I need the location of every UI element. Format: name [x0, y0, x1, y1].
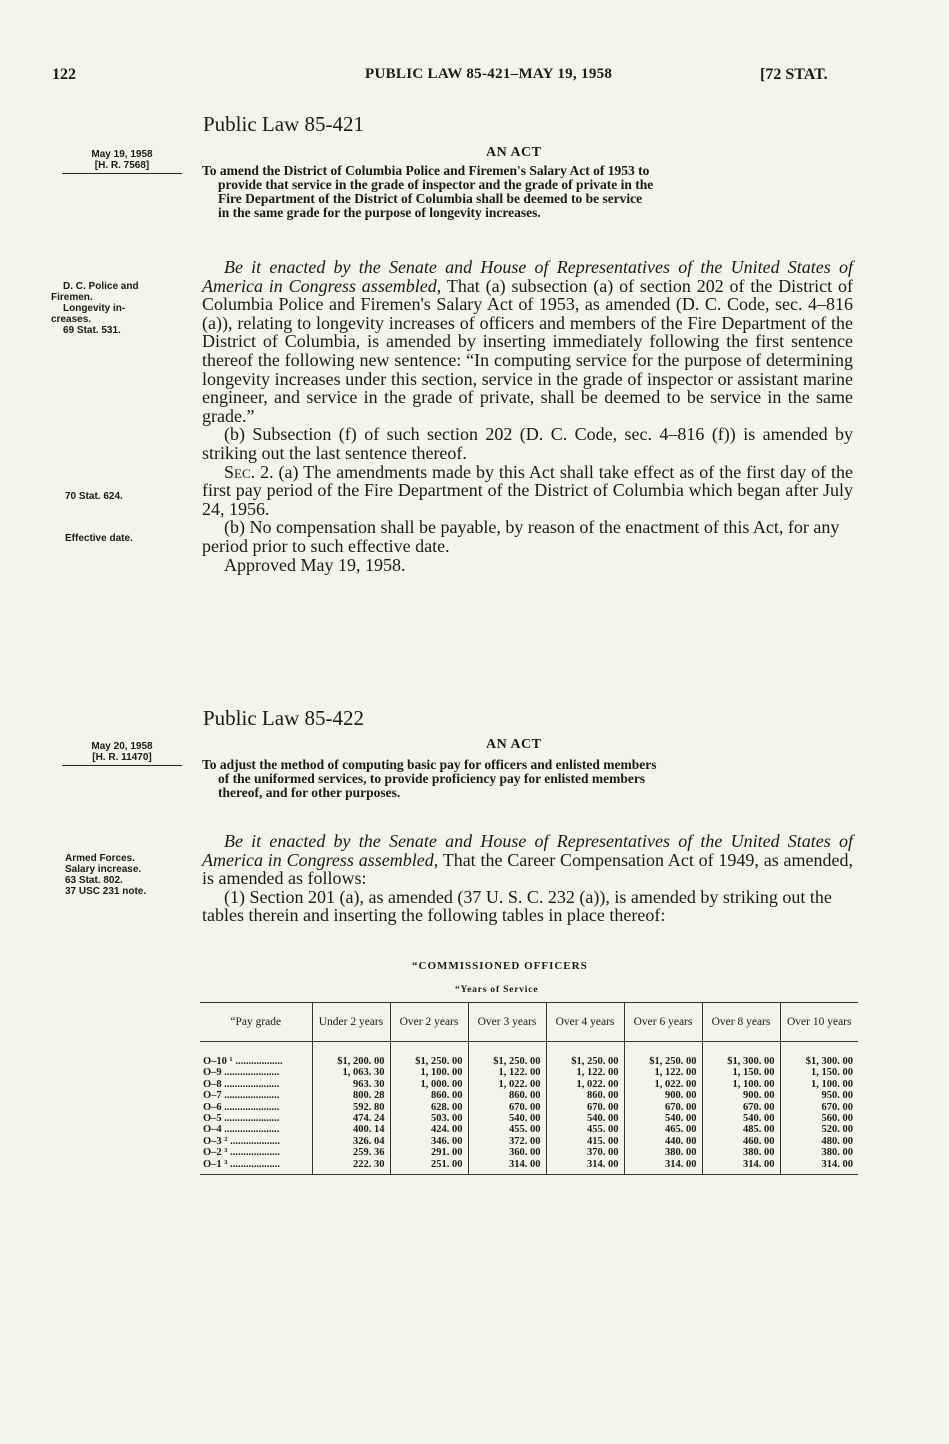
pay-value-cell: 380. 00	[780, 1147, 858, 1158]
pay-value-cell: 1, 022. 00	[546, 1079, 624, 1090]
law2-title: Public Law 85-422	[203, 706, 364, 730]
law2-margin-note	[65, 853, 195, 897]
pay-value-cell: 474. 24	[312, 1113, 390, 1124]
pay-value-cell: 314. 00	[702, 1159, 780, 1175]
law2-purpose	[202, 758, 862, 800]
pay-value-cell: 540. 00	[468, 1113, 546, 1124]
law1-purpose-line: in the same grade for the purpose of longevity increases.	[218, 205, 541, 220]
law2-date-note	[62, 741, 182, 766]
table-caption: “COMMISSIONED OFFICERS	[412, 960, 588, 972]
pay-value-cell: 465. 00	[624, 1124, 702, 1135]
law1-margin-note-longevity	[51, 281, 191, 336]
table-row	[200, 1124, 858, 1135]
pay-value-cell: 592. 80	[312, 1102, 390, 1113]
law2-enacting-clause	[202, 832, 853, 888]
pay-value-cell: 259. 36	[312, 1147, 390, 1158]
pay-value-cell: 372. 00	[468, 1136, 546, 1147]
pay-value-cell: 1, 063. 30	[312, 1067, 390, 1078]
law2-bill: [H. R. 11470]	[62, 752, 182, 766]
pay-value-cell: 314. 00	[780, 1159, 858, 1175]
pay-table-body	[200, 1042, 858, 1175]
pay-value-cell: 1, 150. 00	[780, 1067, 858, 1078]
pay-value-cell: 485. 00	[702, 1124, 780, 1135]
margin-line: Salary increase.	[65, 864, 142, 875]
table-row	[200, 1113, 858, 1124]
pay-value-cell: 1, 122. 00	[624, 1067, 702, 1078]
pay-value-cell: 540. 00	[702, 1113, 780, 1124]
pay-value-cell: 346. 00	[390, 1136, 468, 1147]
law2-act-label: AN ACT	[486, 737, 542, 752]
table-row	[200, 1159, 858, 1175]
margin-line: 37 USC 231 note.	[65, 886, 147, 897]
table-header-row	[200, 1003, 858, 1042]
pay-value-cell: $1, 300. 00	[780, 1042, 858, 1068]
col-header: “Pay grade	[200, 1003, 312, 1042]
pay-table	[200, 1002, 858, 1175]
law1-bill: [H. R. 7568]	[62, 160, 182, 174]
law1-margin-note-70stat: 70 Stat. 624.	[65, 491, 123, 502]
pay-grade-cell: O–2 ³ ...................	[203, 1147, 280, 1159]
stat-reference: [72 STAT.	[760, 66, 828, 83]
law1-section2	[202, 463, 853, 519]
table-subcaption: “Years of Service	[455, 985, 539, 995]
table-row	[200, 1147, 858, 1158]
law1-purpose-line: provide that service in the grade of inspector and the grade of private in the	[218, 177, 654, 192]
law2-para1: (1) Section 201 (a), as amended (37 U. S. C. 232 (a)), is amended by striking out the tables therein and inserting the following tables in place thereof:	[202, 886, 832, 926]
law2-purpose-line: To adjust the method of computing basic pay for officers and enlisted members	[202, 757, 657, 772]
pay-grade-cell: O–4 .....................	[203, 1124, 280, 1136]
pay-value-cell: 1, 122. 00	[546, 1067, 624, 1078]
margin-line: Firemen.	[51, 292, 93, 303]
margin-line: D. C. Police and	[63, 281, 139, 292]
pay-value-cell: 628. 00	[390, 1102, 468, 1113]
law2-body	[202, 832, 853, 925]
pay-value-cell: 291. 00	[390, 1147, 468, 1158]
col-header: Over 8 years	[702, 1003, 780, 1042]
pay-value-cell: 222. 30	[312, 1159, 390, 1175]
pay-grade-cell: O–6 .....................	[203, 1101, 280, 1113]
pay-value-cell: 480. 00	[780, 1136, 858, 1147]
col-header: Over 3 years	[468, 1003, 546, 1042]
law1-body	[202, 258, 853, 574]
pay-value-cell: 1, 100. 00	[390, 1067, 468, 1078]
pay-value-cell: 540. 00	[546, 1113, 624, 1124]
law1-act-label: AN ACT	[486, 145, 542, 160]
law1-section1-text: That (a) subsection (a) of section 202 of the District of Columbia Police and Firemen's Salary Act of 1953, as amended (D. C. Code, sec. 4–816 (a)), relating to longevity increases of officers and members of the Fire Department of the District of Columbia, is amended by inserting immediately following the first sentence thereof the following new sentence: “In computing service for the purpose of determining longevity increases under this section, service in the grade of inspector or assistant marine engineer, and service in the grade of private, shall be deemed to be service in the same grade.”	[202, 275, 854, 426]
col-header: Over 4 years	[546, 1003, 624, 1042]
law1-sec2-text: (a) The amendments made by this Act shall take effect as of the first day of the first pay period of the Fire Department of the District of Columbia which began after July 24, 1956.	[202, 461, 854, 519]
pay-value-cell: 400. 14	[312, 1124, 390, 1135]
pay-value-cell: 1, 122. 00	[468, 1067, 546, 1078]
pay-value-cell: 314. 00	[546, 1159, 624, 1175]
pay-value-cell: 455. 00	[468, 1124, 546, 1135]
margin-line: Armed Forces.	[65, 853, 136, 864]
pay-value-cell: 460. 00	[702, 1136, 780, 1147]
page-number: 122	[52, 66, 76, 83]
table-row	[200, 1079, 858, 1090]
margin-line: 69 Stat. 531.	[63, 325, 121, 336]
law2-enacting-italic: Be it enacted by the Senate and House of Representatives of the United States of America in Congress assembled,	[202, 831, 853, 870]
pay-value-cell: 670. 00	[780, 1102, 858, 1113]
law2-date: May 20, 1958	[91, 741, 153, 752]
pay-value-cell: 1, 100. 00	[780, 1079, 858, 1090]
law2-purpose-line: of the uniformed services, to provide proficiency pay for enlisted members	[218, 771, 646, 786]
pay-value-cell: 1, 000. 00	[390, 1079, 468, 1090]
pay-value-cell: 560. 00	[780, 1113, 858, 1124]
table-row	[200, 1102, 858, 1113]
law2-section1-text: That the Career Compensation Act of 1949, as amended, is amended as follows:	[202, 849, 853, 889]
pay-value-cell: $1, 200. 00	[312, 1042, 390, 1068]
pay-value-cell: 415. 00	[546, 1136, 624, 1147]
pay-value-cell: 314. 00	[624, 1159, 702, 1175]
pay-value-cell: 670. 00	[702, 1102, 780, 1113]
law1-purpose	[202, 164, 862, 220]
law1-title: Public Law 85-421	[203, 112, 364, 136]
law2-purpose-line: thereof, and for other purposes.	[218, 785, 401, 800]
pay-grade-cell: O–3 ² ...................	[203, 1135, 280, 1147]
pay-value-cell: $1, 250. 00	[624, 1042, 702, 1068]
col-header: Over 6 years	[624, 1003, 702, 1042]
pay-value-cell: $1, 250. 00	[468, 1042, 546, 1068]
pay-value-cell: 370. 00	[546, 1147, 624, 1158]
pay-value-cell: 900. 00	[702, 1090, 780, 1101]
margin-line: 63 Stat. 802.	[65, 875, 123, 886]
pay-value-cell: 503. 00	[390, 1113, 468, 1124]
pay-value-cell: 800. 28	[312, 1090, 390, 1101]
pay-grade-cell: O–9 .....................	[203, 1067, 280, 1079]
table-row	[200, 1067, 858, 1078]
pay-value-cell: 1, 022. 00	[624, 1079, 702, 1090]
pay-grade-cell: O–8 .....................	[203, 1078, 280, 1090]
pay-value-cell: $1, 250. 00	[546, 1042, 624, 1068]
pay-value-cell: 1, 022. 00	[468, 1079, 546, 1090]
law1-purpose-line: Fire Department of the District of Columbia shall be deemed to be service	[218, 191, 643, 206]
pay-value-cell: 455. 00	[546, 1124, 624, 1135]
pay-value-cell: 424. 00	[390, 1124, 468, 1135]
pay-value-cell: 860. 00	[546, 1090, 624, 1101]
pay-grade-cell: O–5 .....................	[203, 1113, 280, 1125]
running-title: PUBLIC LAW 85-421–MAY 19, 1958	[365, 66, 613, 82]
law1-enacting-clause	[202, 258, 853, 425]
pay-value-cell: 1, 150. 00	[702, 1067, 780, 1078]
pay-value-cell: 380. 00	[624, 1147, 702, 1158]
pay-value-cell: $1, 250. 00	[390, 1042, 468, 1068]
law1-date-note	[62, 149, 182, 174]
table-row	[200, 1090, 858, 1101]
pay-value-cell: 860. 00	[390, 1090, 468, 1101]
pay-value-cell: 520. 00	[780, 1124, 858, 1135]
pay-value-cell: 360. 00	[468, 1147, 546, 1158]
pay-value-cell: 670. 00	[546, 1102, 624, 1113]
pay-value-cell: 670. 00	[468, 1102, 546, 1113]
col-header: Under 2 years	[312, 1003, 390, 1042]
law1-approved: Approved May 19, 1958.	[224, 554, 406, 575]
pay-value-cell: 314. 00	[468, 1159, 546, 1175]
law1-subsection-b: (b) Subsection (f) of such section 202 (D. C. Code, sec. 4–816 (f)) is amended by striking out the last sentence thereof.	[202, 424, 853, 463]
pay-grade-cell: O–1 ³ ...................	[200, 1159, 312, 1175]
pay-value-cell: 1, 100. 00	[702, 1079, 780, 1090]
law1-sec2-label: Sec. 2.	[224, 461, 274, 482]
pay-value-cell: 380. 00	[702, 1147, 780, 1158]
pay-value-cell: 860. 00	[468, 1090, 546, 1101]
margin-line: Longevity in-	[63, 303, 126, 314]
pay-grade-cell: O–7 .....................	[203, 1090, 280, 1102]
pay-value-cell: 950. 00	[780, 1090, 858, 1101]
pay-grade-cell: O–10 ¹ ..................	[203, 1056, 283, 1067]
law1-margin-note-effective: Effective date.	[65, 533, 133, 544]
law1-purpose-line: To amend the District of Columbia Police and Firemen's Salary Act of 1953 to	[202, 163, 650, 178]
col-header: Over 10 years	[780, 1003, 858, 1042]
pay-value-cell: 440. 00	[624, 1136, 702, 1147]
table-row	[200, 1042, 858, 1068]
pay-value-cell: 251. 00	[390, 1159, 468, 1175]
pay-value-cell: 540. 00	[624, 1113, 702, 1124]
law1-date: May 19, 1958	[91, 149, 153, 160]
pay-value-cell: 963. 30	[312, 1079, 390, 1090]
pay-value-cell: 670. 00	[624, 1102, 702, 1113]
col-header: Over 2 years	[390, 1003, 468, 1042]
pay-value-cell: 326. 04	[312, 1136, 390, 1147]
law1-enacting-italic: Be it enacted by the Senate and House of Representatives of the United States of America in Congress assembled,	[202, 257, 853, 296]
law1-sec2-b: (b) No compensation shall be payable, by reason of the enactment of this Act, for any period prior to such effective date.	[202, 517, 840, 556]
table-row	[200, 1136, 858, 1147]
pay-value-cell: 900. 00	[624, 1090, 702, 1101]
pay-value-cell: $1, 300. 00	[702, 1042, 780, 1068]
margin-line: creases.	[51, 314, 92, 325]
